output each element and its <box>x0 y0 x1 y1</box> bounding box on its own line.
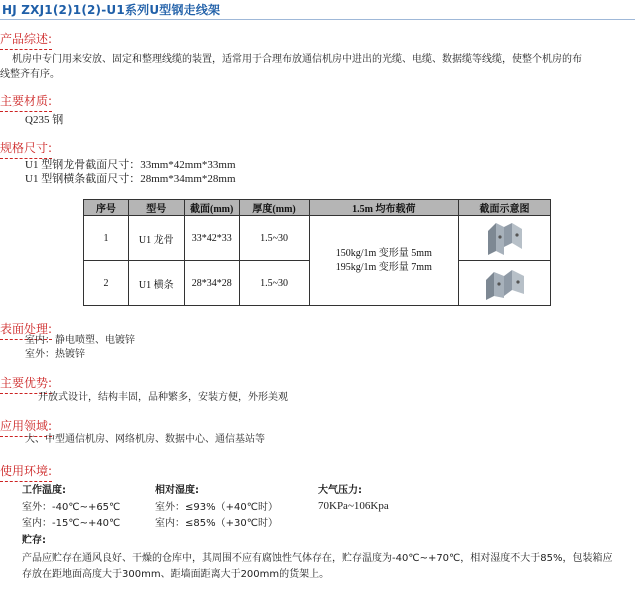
advantages-heading: 主要优势: <box>0 374 52 391</box>
row-section: 33*42*33 <box>184 216 239 261</box>
storage-line2: 存放在距地面高度大于300mm、距墙面距离大于200mm的货架上。 <box>22 569 330 580</box>
spec-line1: U1 型钢龙骨截面尺寸：33mm*42mm*33mm <box>25 159 236 171</box>
application-heading: 应用领域: <box>0 417 52 434</box>
profile-crossbar-image <box>459 261 551 306</box>
header-model: 型号 <box>128 200 184 216</box>
humidity-label: 相对湿度: <box>155 485 199 496</box>
surface-outdoor: 室外：热镀锌 <box>25 349 85 360</box>
storage-line1: 产品应贮存在通风良好、干燥的仓库中，其周围不应有腐蚀性气体存在，贮存温度为-40℃~+70℃，相对湿度不大于85%，包装箱应 <box>22 553 613 564</box>
load-cell <box>309 216 459 306</box>
humidity-indoor: 室内：≤85%（+30℃时） <box>155 518 278 529</box>
overview-line2: 线整齐有序。 <box>0 69 60 80</box>
row-no: 2 <box>84 261 129 306</box>
header-thickness: 厚度(mm) <box>239 200 309 216</box>
profile-keel-image <box>459 216 551 261</box>
u-channel-crossbar-icon <box>482 262 528 302</box>
spec-table <box>83 199 551 306</box>
temp-label: 工作温度: <box>22 485 66 496</box>
table-header-row <box>84 200 551 216</box>
temp-indoor: 室内：-15℃~+40℃ <box>22 518 121 529</box>
header-no: 序号 <box>84 200 129 216</box>
header-diagram: 截面示意图 <box>459 200 551 216</box>
table-row <box>84 216 551 261</box>
page-title: HJ ZXJ1(2)1(2)-U1系列U型钢走线架 <box>2 3 221 17</box>
overview-heading: 产品综述: <box>0 30 52 47</box>
header-section: 截面(mm) <box>184 200 239 216</box>
application-text: 大、中型通信机房、网络机房、数据中心、通信基站等 <box>25 434 265 445</box>
row-thickness: 1.5~30 <box>239 216 309 261</box>
storage-label: 贮存: <box>22 535 46 546</box>
surface-heading: 表面处理: <box>0 320 52 337</box>
environment-heading: 使用环境: <box>0 462 52 479</box>
pressure-label: 大气压力: <box>318 485 362 496</box>
u-channel-keel-icon <box>482 217 528 257</box>
spec-heading: 规格尺寸: <box>0 139 52 156</box>
row-section: 28*34*28 <box>184 261 239 306</box>
spec-line2: U1 型钢横条截面尺寸：28mm*34mm*28mm <box>25 173 236 185</box>
row-thickness: 1.5~30 <box>239 261 309 306</box>
title-divider <box>0 19 635 20</box>
overview-line1: 机房中专门用来安放、固定和整理线缆的装置，适常用于合理布放通信机房中进出的光缆、电缆、数据缆等线缆，使整个机房的布 <box>12 54 582 65</box>
pressure-value: 70KPa~106Kpa <box>318 500 389 512</box>
row-no: 1 <box>84 216 129 261</box>
load-line1: 150kg/1m 变形量 5mm <box>335 247 432 259</box>
load-line2: 195kg/1m 变形量 7mm <box>335 261 432 273</box>
temp-outdoor: 室外：-40℃~+65℃ <box>22 502 121 513</box>
humidity-outdoor: 室外：≤93%（+40℃时） <box>155 502 278 513</box>
header-load: 1.5m 均布载荷 <box>309 200 459 216</box>
surface-indoor: 室内：静电喷塑、电镀锌 <box>25 335 135 346</box>
material-heading: 主要材质: <box>0 92 52 109</box>
material-value: Q235 钢 <box>25 114 64 126</box>
row-model: U1 龙骨 <box>128 216 184 261</box>
row-model: U1 横条 <box>128 261 184 306</box>
advantages-text: 开放式设计，结构丰固，品种繁多，安装方便，外形美观 <box>38 392 288 403</box>
